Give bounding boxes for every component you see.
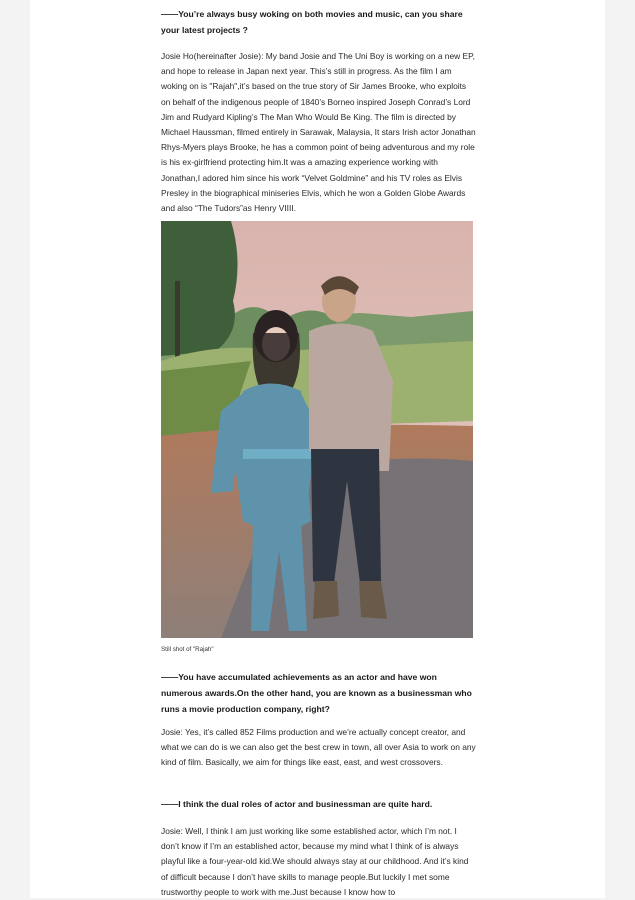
question-latest-projects: ——You’re always busy woking on both movies and music, can you share your latest projects ? bbox=[161, 9, 463, 35]
still-photo-rajah bbox=[161, 221, 473, 638]
question-production-company: ——You have accumulated achievements as an actor and have won numerous awards.On the other hand, you are known as a businessman who runs a movie production company, right? bbox=[161, 672, 472, 714]
photo-caption: Still shot of "Rajah" bbox=[161, 646, 214, 653]
answer-dual-roles: Josie: Well, I think I am just working like some established actor, which I’m not. I don’t know if I’m an established actor, because my mind what I think of is always playful like a four-year-old kid.We should always stay at our childhood. And it’s kind of difficult because I don’t have skills to manage people.But luckily I met some trustworthy people to work with me.Just because I know how to bbox=[161, 826, 469, 897]
answer-production-company: Josie: Yes, it’s called 852 Films production and we’re actually concept creator, and what we can do is we can also get the best crew in town, all over Asia to work on any kind of film. Basically, we aim for things like east, east, and west crossovers. bbox=[161, 727, 476, 768]
article-page bbox=[30, 0, 605, 898]
question-dual-roles: ——I think the dual roles of actor and businessman are quite hard. bbox=[161, 799, 433, 809]
answer-latest-projects: Josie Ho(hereinafter Josie): My band Josie and The Uni Boy is working on a new EP, and hope to release in Japan next year. This’s still in progress. As the film I am woking on is "Rajah",it’s based on the true story of Sir James Brooke, who exploits on behalf of the indigenous people of 1840’s Borneo inspired Joseph Conrad’s Lord Jim and Rudyard Kipling’s The Man Who Would Be King. The film is directed by Michael Haussman, filmed entirely in Sarawak, Malaysia, It stars Irish actor Jonathan Rhys-Myers plays Brooke, he has a common point of being adventurous and my role is his ex-girlfriend protecting him.It was a amazing experience working with Jonathan,I adored him since his work “Velvet Goldmine” and his TV roles as Elvis Presley in the biographical miniseries Elvis, which he won a Golden Globe Awards and also “The Tudors”as Henry VIIII. bbox=[161, 51, 476, 214]
film-still-image bbox=[161, 221, 473, 638]
